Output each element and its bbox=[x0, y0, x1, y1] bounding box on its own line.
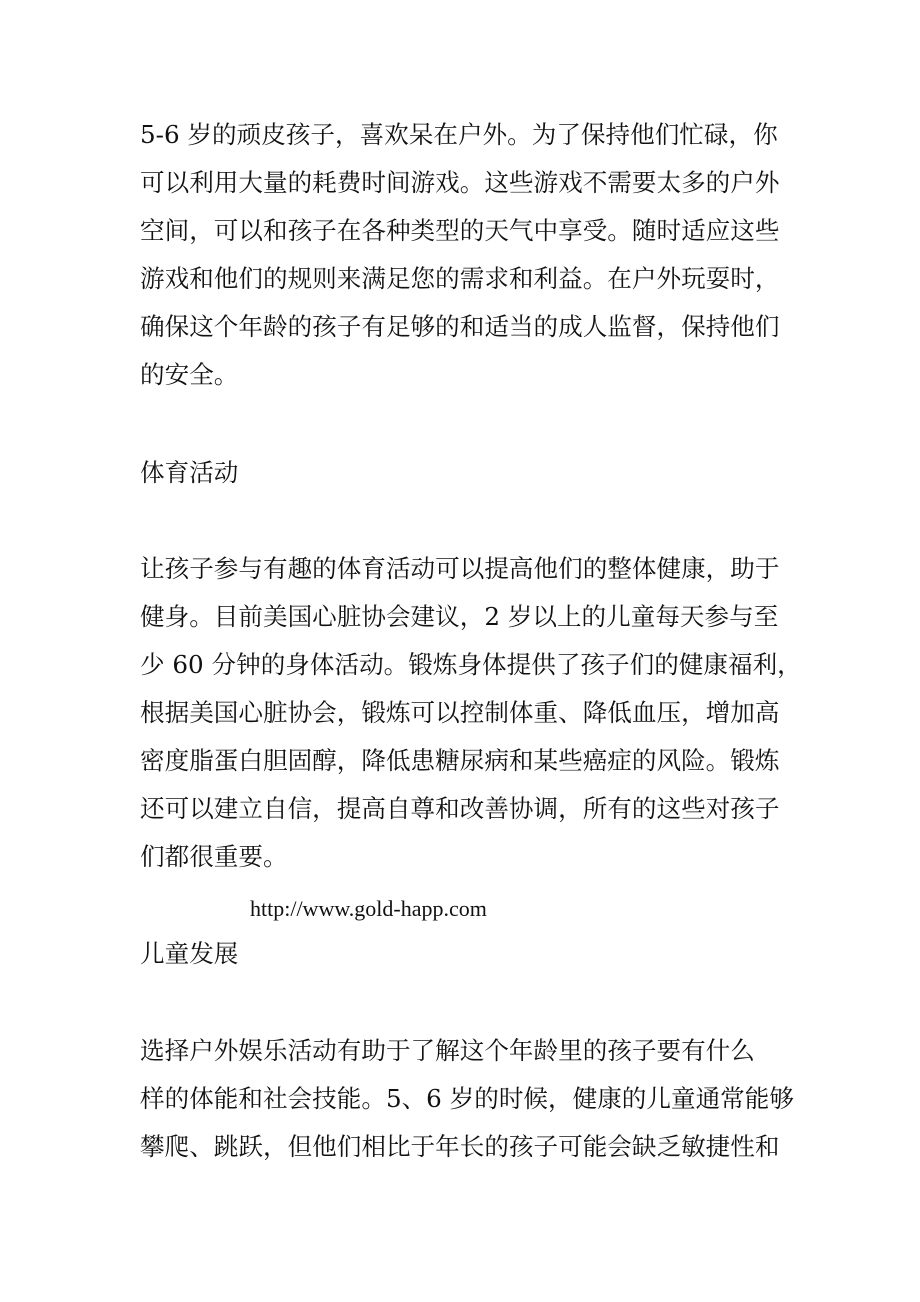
paragraph-2-line: 根据美国心脏协会，锻炼可以控制体重、降低血压，增加高 bbox=[140, 698, 780, 727]
paragraph-1-line: 可以利用大量的耗费时间游戏。这些游戏不需要太多的户外 bbox=[140, 168, 780, 197]
website-url: http://www.gold-happ.com bbox=[250, 896, 487, 921]
paragraph-1-line: 确保这个年龄的孩子有足够的和适当的成人监督，保持他们 bbox=[140, 312, 780, 341]
paragraph-1-line: 游戏和他们的规则来满足您的需求和利益。在户外玩耍时， bbox=[140, 264, 780, 293]
paragraph-2-line: 健身。目前美国心脏协会建议，2 岁以上的儿童每天参与至 bbox=[140, 602, 779, 631]
paragraph-1-line: 的安全。 bbox=[140, 360, 239, 389]
paragraph-3-line: 样的体能和社会技能。5、6 岁的时候，健康的儿童通常能够 bbox=[140, 1084, 794, 1113]
paragraph-3-line: 攀爬、跳跃，但他们相比于年长的孩子可能会缺乏敏捷性和 bbox=[140, 1132, 780, 1161]
paragraph-1-line: 空间，可以和孩子在各种类型的天气中享受。随时适应这些 bbox=[140, 216, 780, 245]
paragraph-2-line: 少 60 分钟的身体活动。锻炼身体提供了孩子们的健康福利， bbox=[140, 650, 802, 679]
paragraph-3-line: 选择户外娱乐活动有助于了解这个年龄里的孩子要有什么 bbox=[140, 1036, 755, 1065]
paragraph-2-line: 还可以建立自信，提高自尊和改善协调，所有的这些对孩子 bbox=[140, 794, 780, 823]
paragraph-2-line: 密度脂蛋白胆固醇，降低患糖尿病和某些癌症的风险。锻炼 bbox=[140, 746, 780, 775]
paragraph-1-line: 5-6 岁的顽皮孩子，喜欢呆在户外。为了保持他们忙碌，你 bbox=[140, 120, 778, 149]
section-heading-child-development: 儿童发展 bbox=[140, 939, 239, 968]
section-heading-physical-activity: 体育活动 bbox=[140, 458, 239, 487]
paragraph-2-line: 让孩子参与有趣的体育活动可以提高他们的整体健康，助于 bbox=[140, 554, 780, 583]
paragraph-2-line: 们都很重要。 bbox=[140, 842, 288, 871]
